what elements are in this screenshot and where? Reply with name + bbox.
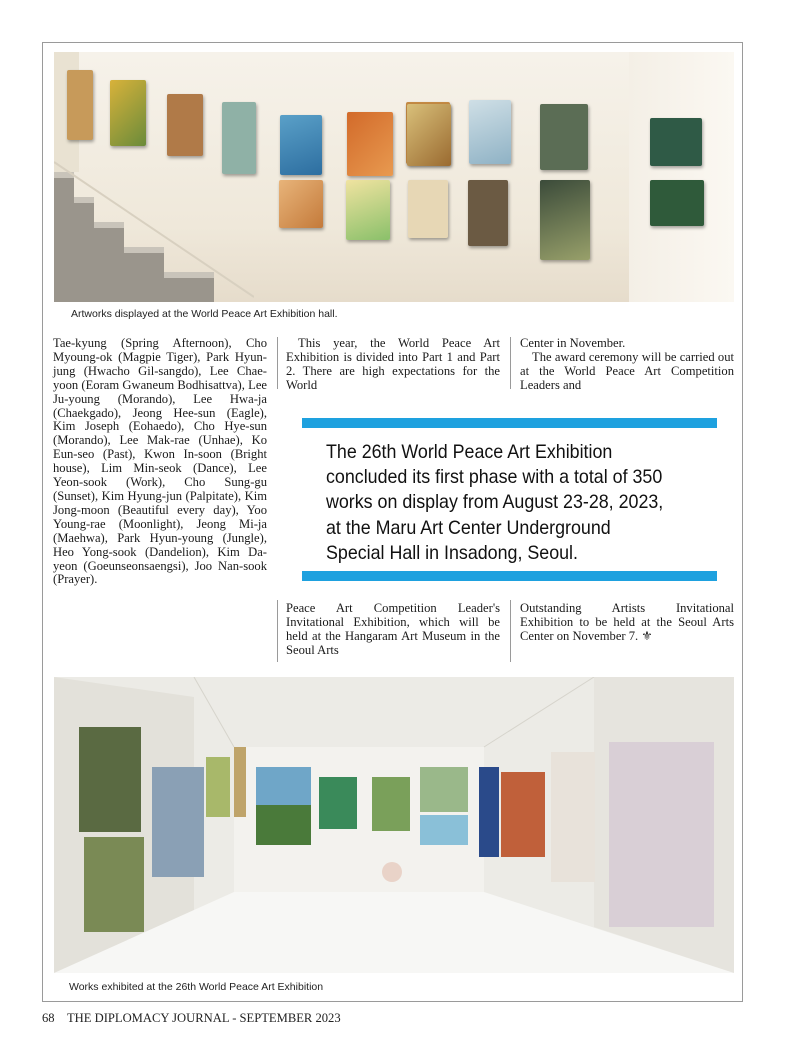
artwork-1 <box>67 70 93 140</box>
artwork-9 <box>469 100 511 164</box>
artwork-12 <box>279 180 323 228</box>
artwork-8 <box>407 104 451 166</box>
end-mark-icon: ⚜ <box>641 628 653 643</box>
artwork-16 <box>540 180 590 260</box>
gallery-room-graphic <box>54 677 734 973</box>
artwork-4 <box>222 102 256 174</box>
artwork-10 <box>540 104 588 170</box>
artwork-2 <box>110 80 146 146</box>
text-column-3-top <box>520 337 734 393</box>
wall-corner <box>629 52 734 302</box>
pull-quote-bar-bottom <box>302 571 717 581</box>
pull-quote: The 26th World Peace Art Exhibition concluded its first phase with a total of 350 works on display from August 23-28, 2023, at the Maru Art Center Underground Special Hall in Insadong, Seoul. <box>326 442 664 564</box>
pull-quote-bar-top <box>302 418 717 428</box>
text-column-2-top <box>286 337 500 393</box>
column-rule-2 <box>510 337 511 389</box>
artwork-15 <box>468 180 508 246</box>
column-rule-3 <box>277 600 278 662</box>
artwork-14 <box>408 180 448 238</box>
column-2-bottom-text: Peace Art Competition Leader's Invitational Exhibition, which will be held at the Hangaram Art Museum in the Seoul Arts <box>286 601 500 657</box>
artwork-17 <box>650 180 704 226</box>
exhibition-hall-photo <box>54 52 734 302</box>
text-column-1 <box>53 337 267 587</box>
column-3-bottom-body: Outstanding Artists Invitational Exhibition to be held at the Seoul Arts Center on November 7. <box>520 601 734 643</box>
column-2-top-text: This year, the World Peace Art Exhibition is divided into Part 1 and Part 2. There are high expectations for the World <box>286 336 500 392</box>
column-rule-1 <box>277 337 278 389</box>
artwork-3 <box>167 94 203 156</box>
exhibition-gallery-photo <box>54 677 734 973</box>
artwork-11 <box>650 118 702 166</box>
photo-caption-bottom: Works exhibited at the 26th World Peace Art Exhibition <box>69 981 324 993</box>
artwork-13 <box>346 180 390 240</box>
column-3-bottom-text <box>520 602 734 644</box>
artwork-5 <box>280 115 322 175</box>
page-number: 68 <box>42 1011 55 1025</box>
column-rule-4 <box>510 600 511 662</box>
column-1-text: Tae-kyung (Spring Afternoon), Cho Myoung-ok (Magpie Tiger), Park Hyun-jung (Hwacho Gil-sangdo), Lee Chae-yoon (Eoram Gwaneum Bodhisattva), Lee Ju-young (Morando), Lee Hwa-ja (Chaekgado), Jeong Hee-sun (Eagle), Kim Joseph (Eohaedo), Cho Hye-sun (Morando), Lee Mak-rae (Unhae), Ko Eun-seo (Past), Kwon In-soon (Bright house), Lim Min-seok (Dance), Lee Yeon-sook (Work), Cho Sung-gu (Sunset), Kim Hyung-jun (Palpitate), Kim Jong-moon (Beautiful every day), Yoo Young-rae (Moonlight), Jeong Mi-ja (Maehwa), Park Hyun-young (Jungle), Heo Yong-sook (Dandelion), Kim Da-yeon (Goeunseonsaengsi), Joo Nan-sook (Prayer). <box>53 336 267 587</box>
text-column-2-bottom <box>286 602 500 658</box>
column-3-top-p2: The award ceremony will be carried out at the World Peace Art Competition Leaders and <box>520 349 734 392</box>
page-footer <box>42 1011 341 1026</box>
artwork-6 <box>347 112 393 176</box>
column-3-top-p1: Center in November. <box>520 336 626 350</box>
publication-name: THE DIPLOMACY JOURNAL - SEPTEMBER 2023 <box>66 1011 341 1025</box>
text-column-3-bottom <box>520 602 734 644</box>
photo-caption-top: Artworks displayed at the World Peace Art Exhibition hall. <box>71 308 338 320</box>
